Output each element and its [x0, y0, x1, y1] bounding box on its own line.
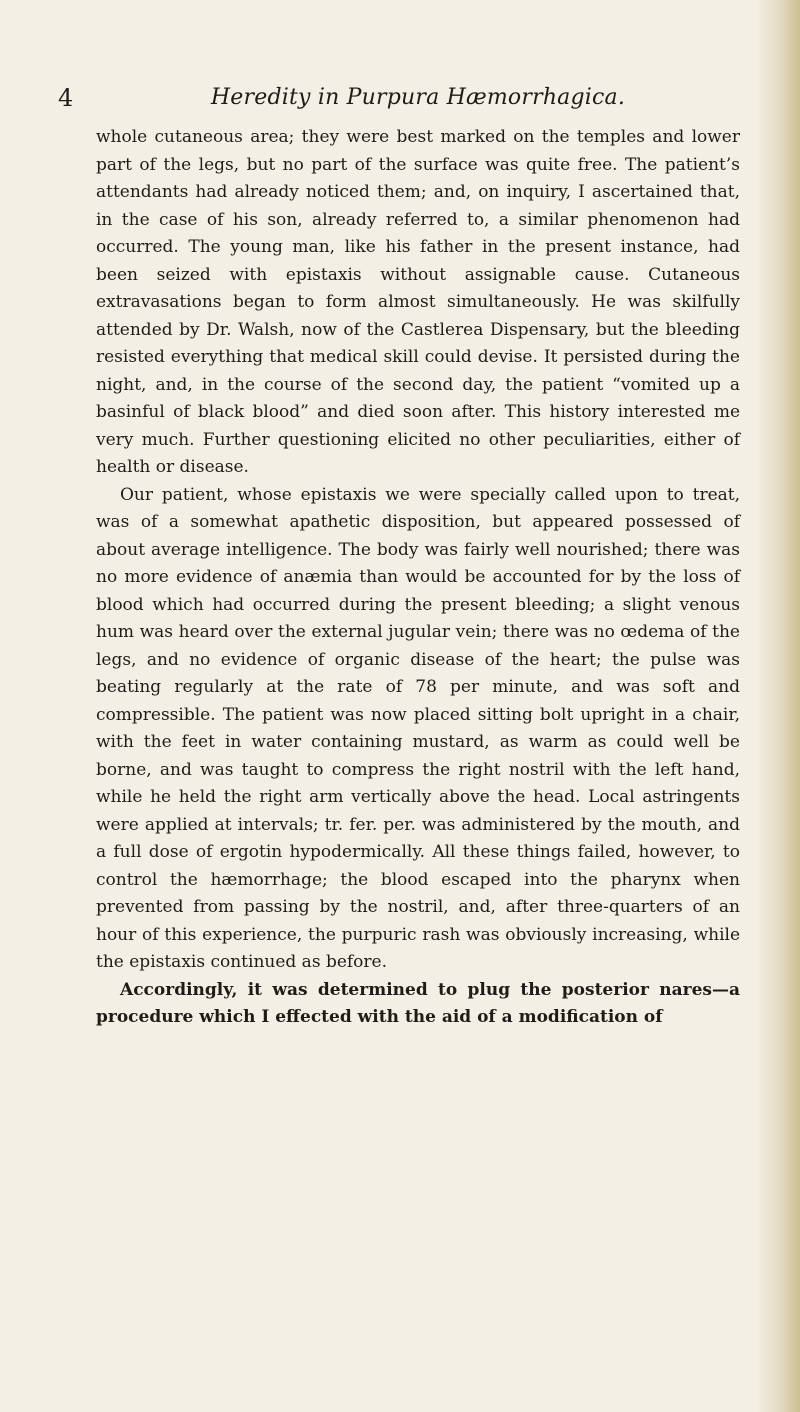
page-header	[58, 84, 740, 124]
book-page	[58, 84, 740, 1032]
paragraph-2: Our patient, whose epistaxis we were specially called upon to treat, was of a somewhat apathetic disposition, but appeared possessed of about average intelligence. The body was fairly well nourished; there was no more evidence of anæmia than would be accounted for by the loss of blood which had occurred during the present bleeding; a slight venous hum was heard over the external jugular vein; there was no œdema of the legs, and no evidence of organic disease of the heart; the pulse was beating regularly at the rate of 78 per minute, and was soft and compressible. The patient was now placed sitting bolt upright in a chair, with the feet in water containing mustard, as warm as could well be borne, and was taught to compress the right nostril with the left hand, while he held the right arm vertically above the head. Local astringents were applied at intervals; tr. fer. per. was administered by the mouth, and a full dose of ergotin hypodermically. All these things failed, however, to control the hæmorrhage; the blood escaped into the pharynx when prevented from passing by the nostril, and, after three-quarters of an hour of this experience, the purpuric rash was obviously increasing, while the epistaxis continued as before.	[96, 484, 740, 972]
page-edge-shading	[756, 0, 800, 1412]
page-number: 4	[58, 84, 74, 112]
paragraph-3: Accordingly, it was determined to plug the posterior nares—a procedure which I effected with the aid of a modification of	[96, 979, 740, 1027]
body-text	[96, 124, 740, 1032]
paragraph-1: whole cutaneous area; they were best marked on the temples and lower part of the legs, but no part of the surface was quite free. The patient’s attendants had already noticed them; and, on inquiry, I ascertained that, in the case of his son, already referred to, a similar phenomenon had occurred. The young man, like his father in the present instance, had been seized with epistaxis without assignable cause. Cutaneous extravasations began to form almost simultaneously. He was skilfully attended by Dr. Walsh, now of the Castlerea Dispensary, but the bleeding resisted everything that medical skill could devise. It persisted during the night, and, in the course of the second day, the patient “vomited up a basinful of black blood” and died soon after. This history interested me very much. Further questioning elicited no other peculiarities, either of health or disease.	[96, 127, 740, 477]
running-title: Heredity in Purpura Hæmorrhagica.	[210, 85, 626, 110]
